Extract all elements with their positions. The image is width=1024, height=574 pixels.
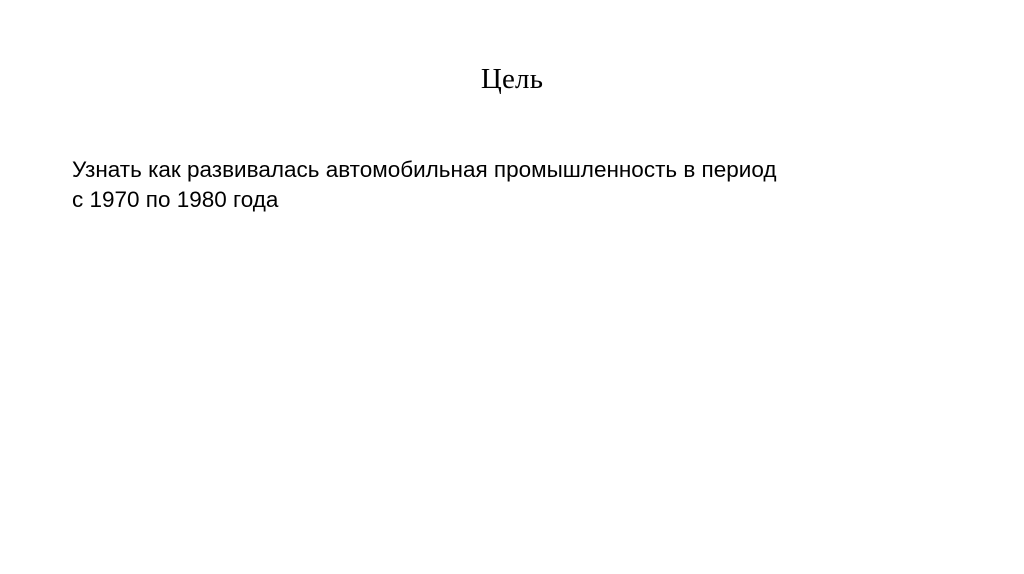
slide-body-line-2: с 1970 по 1980 года <box>72 187 279 212</box>
slide-body-line-1: Узнать как развивалась автомобильная промышленность в период <box>72 157 777 182</box>
slide-body <box>72 155 952 215</box>
slide-title: Цель <box>480 63 544 95</box>
